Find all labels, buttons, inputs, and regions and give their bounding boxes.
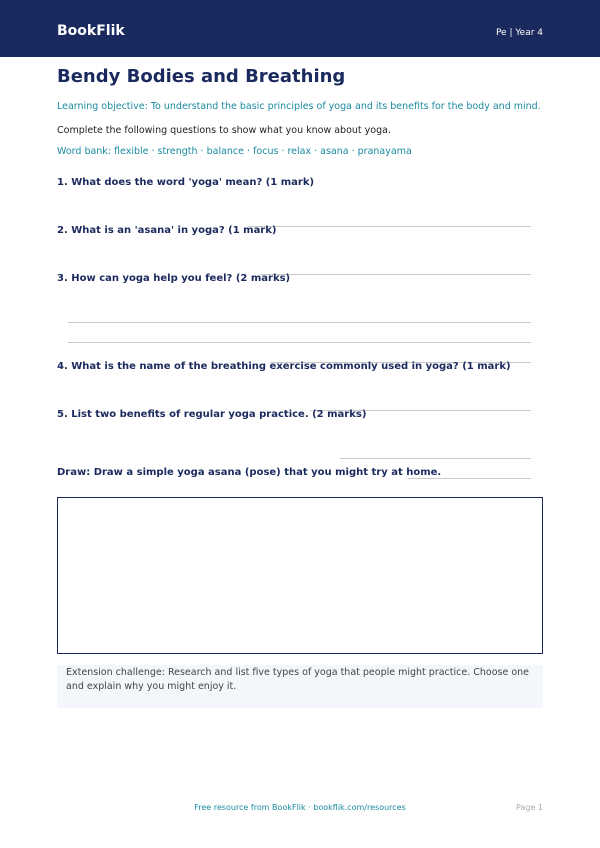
question-1: 1. What does the word 'yoga' mean? (1 mark) <box>57 177 315 188</box>
footer-credit: Free resource from BookFlik · bookflik.com/resources <box>194 803 406 812</box>
word-bank: Word bank: flexible · strength · balance · focus · relax · asana · pranayama <box>57 146 412 157</box>
answer-line[interactable] <box>260 274 531 275</box>
question-4: 4. What is the name of the breathing exercise commonly used in yoga? (1 mark) <box>57 361 511 372</box>
question-2: 2. What is an 'asana' in yoga? (1 mark) <box>57 225 277 236</box>
answer-line[interactable] <box>248 226 531 227</box>
page-title: Bendy Bodies and Breathing <box>57 66 346 87</box>
draw-prompt: Draw: Draw a simple yoga asana (pose) that you might try at home. <box>57 467 442 478</box>
subject-year: Pe | Year 4 <box>495 28 543 38</box>
answer-line[interactable] <box>68 322 531 323</box>
answer-line[interactable] <box>408 478 531 479</box>
answer-line[interactable] <box>340 458 531 459</box>
question-5: 5. List two benefits of regular yoga practice. (2 marks) <box>57 409 367 420</box>
learning-objective: Learning objective: To understand the basic principles of yoga and its benefits for the body and mind. <box>57 101 541 112</box>
extension-challenge: Extension challenge: Research and list five types of yoga that people might practice. Choose one and explain why you might enjoy it. <box>57 665 543 708</box>
answer-line[interactable] <box>68 342 531 343</box>
page-number: Page 1 <box>516 803 543 812</box>
drawing-box[interactable] <box>57 497 543 654</box>
brand-logo: BookFlik <box>57 23 125 39</box>
header-bar <box>0 0 600 57</box>
instructions: Complete the following questions to show what you know about yoga. <box>57 125 391 136</box>
question-3: 3. How can yoga help you feel? (2 marks) <box>57 273 291 284</box>
